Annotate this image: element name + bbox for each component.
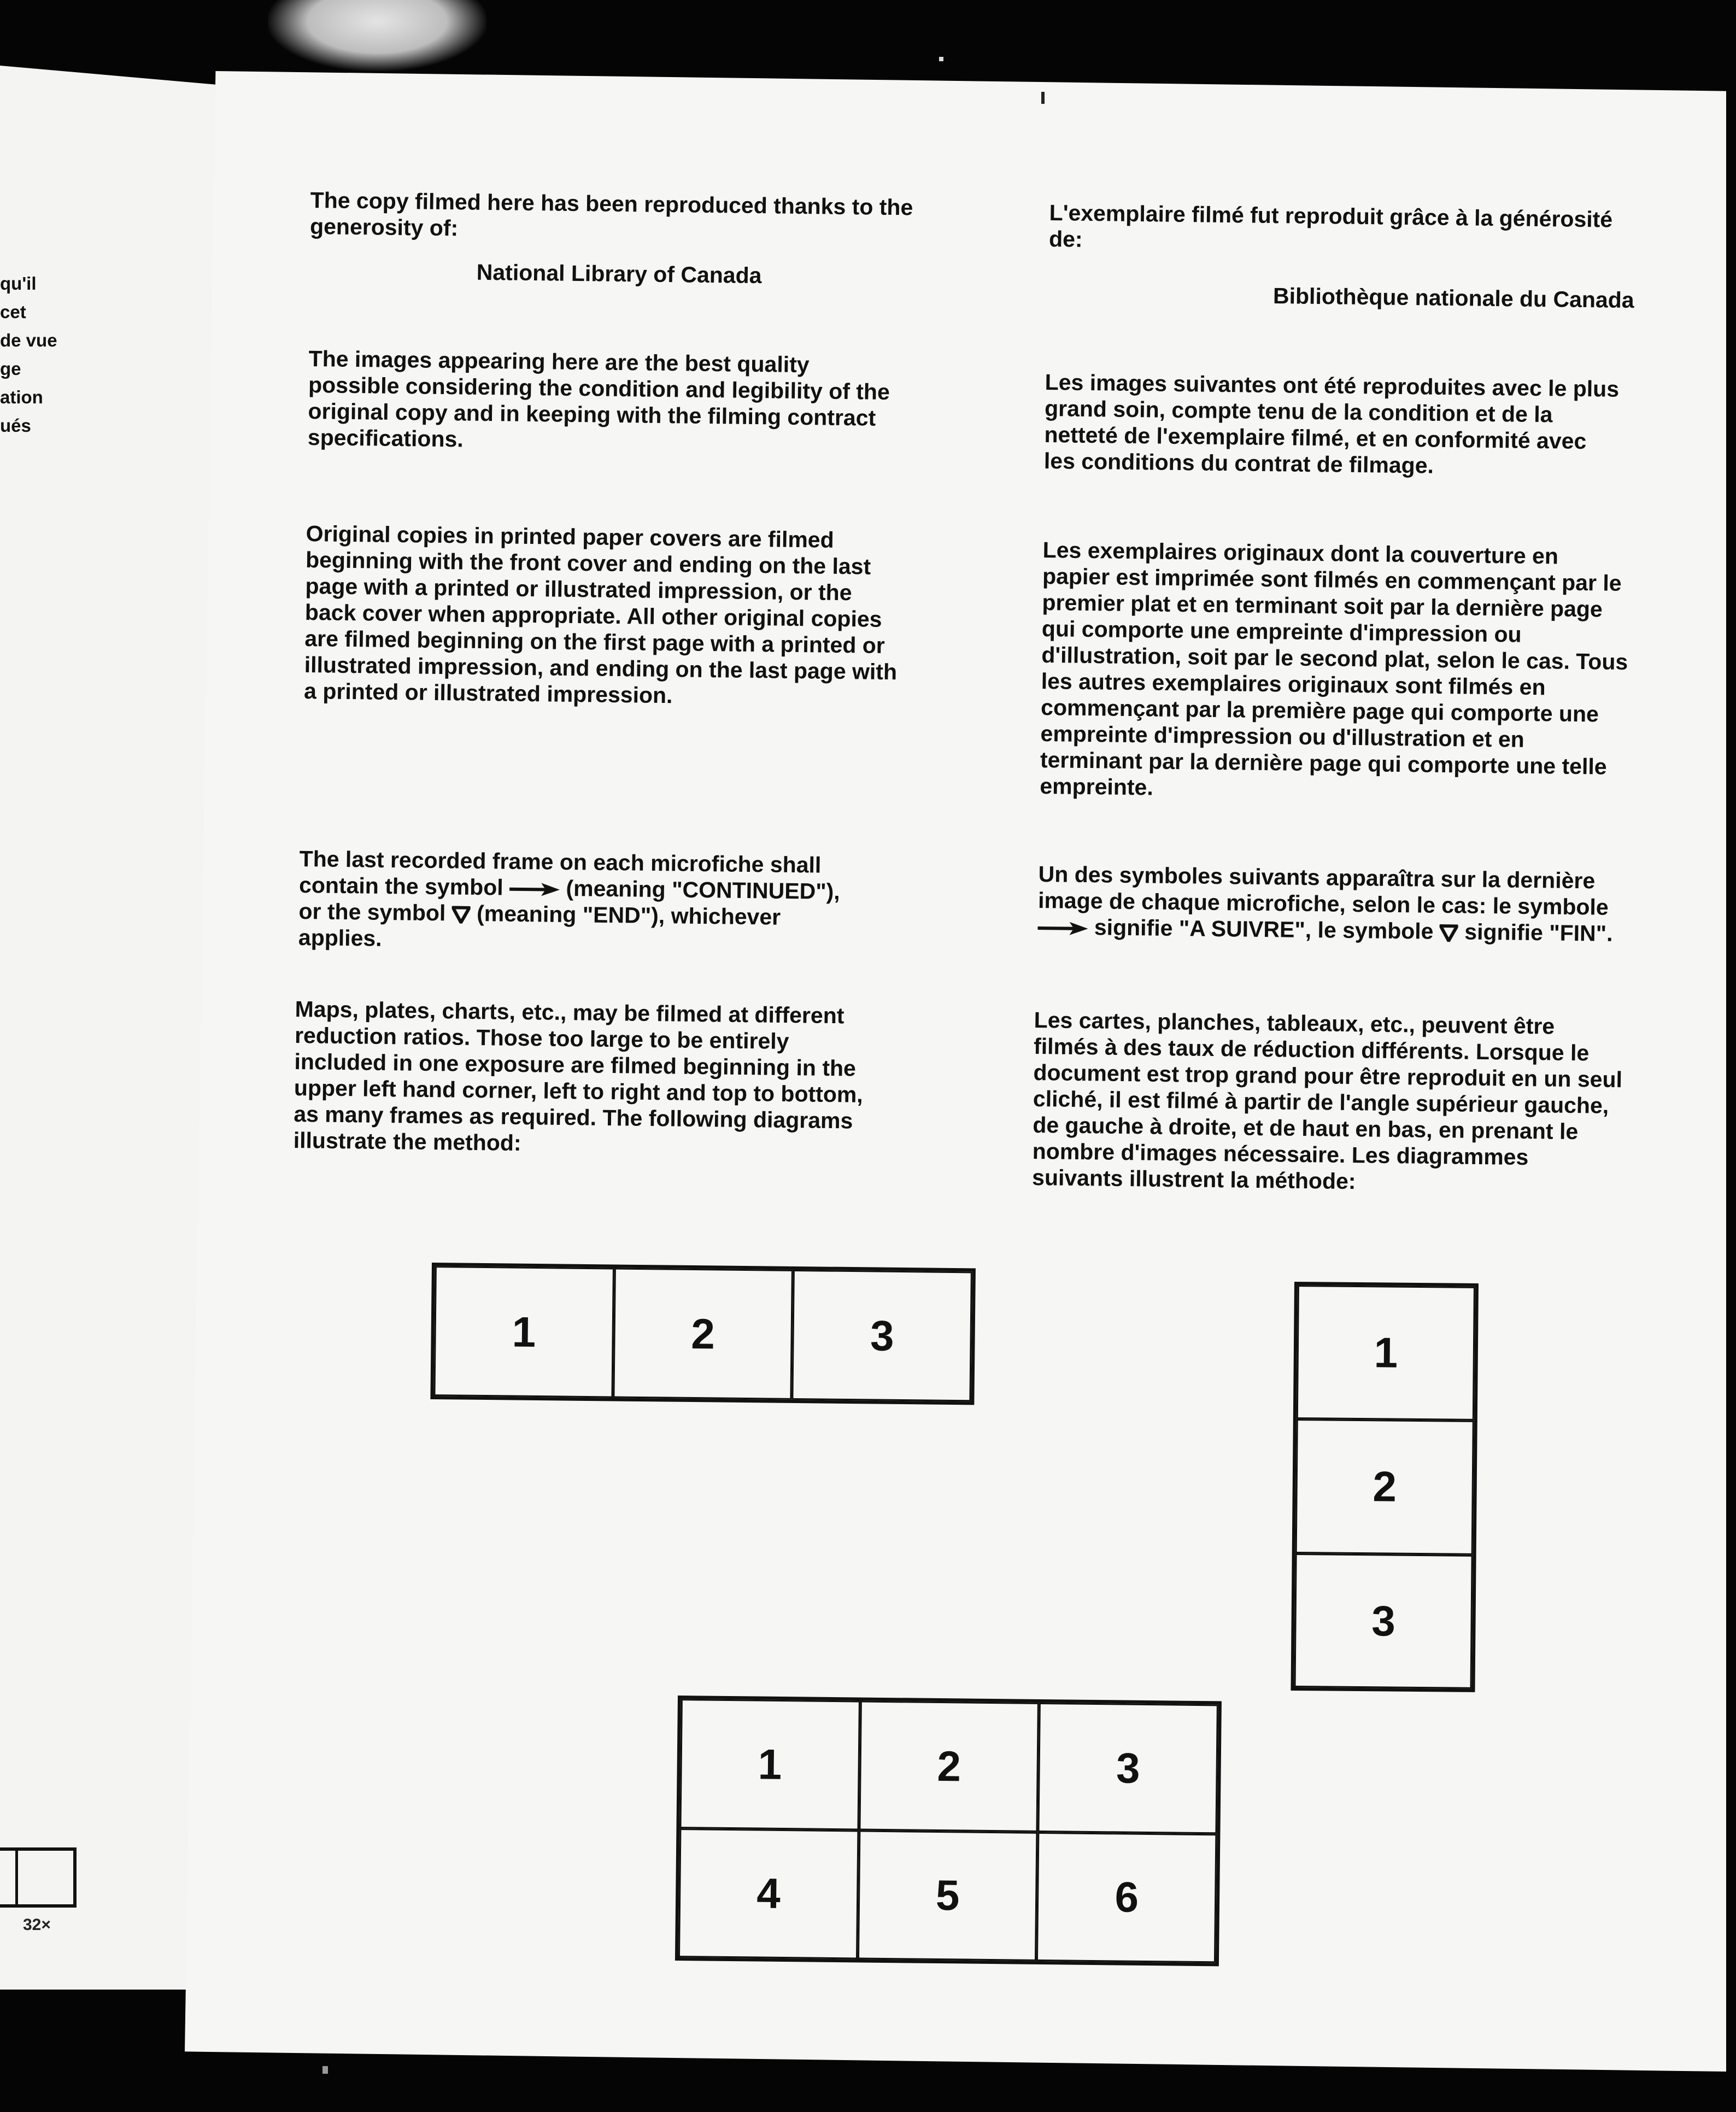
- diagram-frame: 1: [1297, 1285, 1475, 1421]
- diagram-frame: 1: [433, 1266, 614, 1398]
- adjacent-page: [0, 66, 219, 1990]
- french-quality-paragraph: Les images suivantes ont été reproduites avec le plus grand soin, compte tenu de la condition et de la netteté de l'exemplaire filmé, et en conformité avec les conditions du contrat de filmage.: [1043, 369, 1620, 478]
- triangle-down-icon: [452, 906, 471, 924]
- french-originals-paragraph: Les exemplaires originaux dont la couverture en papier est imprimée sont filmés en commençant par le premier plat et en terminant soit par la dernière page qui comporte une empreinte d'impression ou d'illustration, soit par le second plat, selon le cas. Tous les autres exemplaires originaux sont filmés en commençant par la première page qui comporte une empreinte d'impression ou d'illustration et en terminant par la dernière page qui comporte une telle empreinte.: [1040, 537, 1628, 800]
- diagram-frame: 1: [679, 1699, 860, 1830]
- row-diagram: [430, 1263, 976, 1405]
- french-symbols-text-3: signifie "FIN".: [1464, 919, 1613, 946]
- column-diagram: [1291, 1282, 1479, 1692]
- left-reduction-box: [0, 1847, 77, 1908]
- english-institution: National Library of Canada: [476, 259, 762, 289]
- english-quality-paragraph: The images appearing here are the best quality possible considering the condition and legibility of the original copy and in keeping with the filming contract specifications.: [307, 345, 890, 452]
- diagram-frame: 2: [613, 1268, 793, 1399]
- diagram-frame: 6: [1036, 1832, 1217, 1963]
- english-thanks-intro: The copy filmed here has been reproduced thanks to the generosity of:: [309, 187, 913, 241]
- film-smudge: [268, 0, 486, 71]
- diagram-frame: 5: [858, 1830, 1038, 1961]
- left-fragment: de vue: [0, 330, 57, 350]
- left-fragment: ge: [0, 359, 21, 379]
- french-thanks-intro: L'exemplaire filmé fut reproduit grâce à la générosité de:: [1048, 200, 1613, 252]
- arrow-right-icon: [1037, 921, 1088, 936]
- triangle-down-icon: [1440, 924, 1458, 942]
- diagram-frame: 4: [678, 1828, 859, 1960]
- english-symbols-paragraph: [298, 846, 868, 958]
- french-symbols-text-1: Un des symboles suivants apparaîtra sur la dernière image de chaque microfiche, selon le cas: le symbole: [1037, 861, 1609, 920]
- english-symbols-text-2: (meaning "CONTINUED"), or the symbol: [298, 875, 841, 926]
- english-symbols-text-3: (meaning "END"), whichever applies.: [298, 900, 781, 951]
- french-symbols-text-2: signifie "A SUIVRE", le symbole: [1094, 914, 1434, 944]
- grid-diagram: [675, 1696, 1222, 1966]
- french-symbols-paragraph: [1037, 861, 1618, 947]
- english-maps-paragraph: Maps, plates, charts, etc., may be filmed at different reduction ratios. Those too large to be entirely included in one exposure are filmed beginning in the upper left hand corner, left to right and top to bottom, as many frames as required. The following diagrams illustrate the method:: [293, 996, 864, 1156]
- english-symbols-text-1: The last recorded frame on each microfiche shall contain the symbol: [298, 846, 822, 900]
- left-fragment: qu'il: [0, 273, 37, 294]
- left-fragment: cet: [0, 302, 26, 322]
- left-fragment: ation: [0, 387, 43, 407]
- diagram-frame: 2: [859, 1700, 1039, 1832]
- film-mark: [1041, 92, 1045, 104]
- diagram-frame: 3: [1038, 1703, 1218, 1834]
- film-speck: [939, 57, 943, 61]
- film-speck: [322, 2066, 328, 2074]
- diagram-frame: 3: [792, 1270, 972, 1401]
- arrow-right-icon: [509, 882, 560, 897]
- french-maps-paragraph: Les cartes, planches, tableaux, etc., peuvent être filmés à des taux de réduction différents. Lorsque le document est trop grand pour être reproduit en un seul cliché, il est filmé à partir de l'angle supérieur gauche, de gauche à droite, et de haut en bas, en prenant le nombre d'images nécessaire. Les diagrammes suivants illustrent la méthode:: [1031, 1007, 1623, 1194]
- english-originals-paragraph: Original copies in printed paper covers are filmed beginning with the front cover and ending on the last page with a printed or illustrated impression, or the back cover when appropriate. All other original copies are filmed beginning on the first page with a printed or illustrated impression, and ending on the last page with a printed or illustrated impression.: [303, 520, 898, 708]
- diagram-frame: 3: [1294, 1553, 1473, 1689]
- left-fragment: ués: [0, 415, 31, 436]
- diagram-frame: 2: [1295, 1419, 1474, 1554]
- reduction-ratio-label: 32×: [23, 1916, 51, 1934]
- french-institution: Bibliothèque nationale du Canada: [1272, 283, 1634, 313]
